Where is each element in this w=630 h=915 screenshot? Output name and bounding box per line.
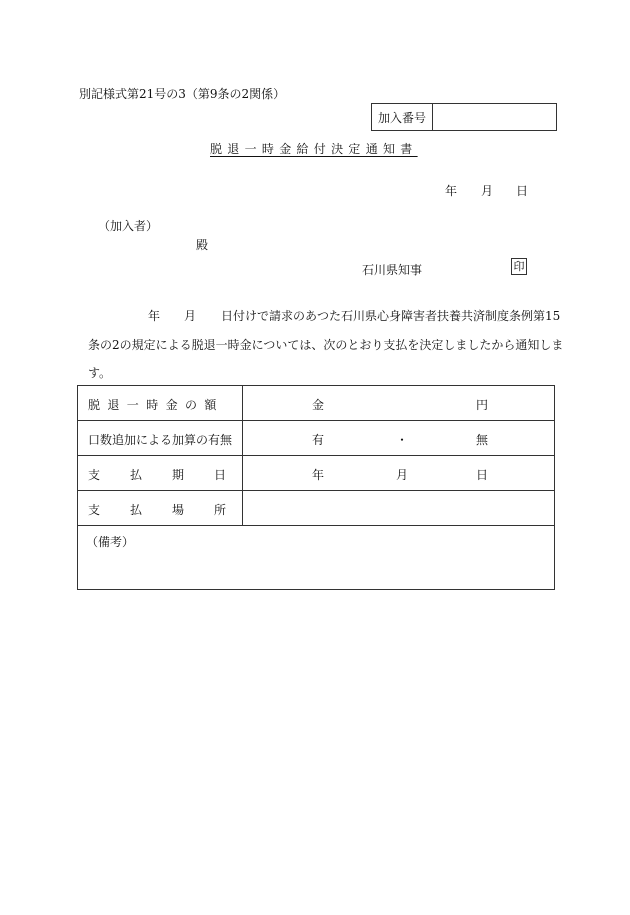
bonus-label-cell	[78, 421, 243, 455]
issuer-name: 石川県知事	[362, 263, 423, 277]
pay-place-label-cell	[78, 491, 257, 525]
date-day: 日	[516, 184, 529, 198]
pay-date-day: 日	[476, 468, 489, 482]
bonus-label: 口数追加による加算の有無	[88, 433, 233, 447]
date-month: 月	[481, 184, 494, 198]
body-year: 年	[148, 309, 161, 323]
enrollment-number-label: 加入番号	[372, 104, 433, 130]
amount-suffix: 円	[476, 398, 489, 412]
bonus-row	[78, 421, 554, 456]
pay-date-year: 年	[312, 468, 325, 482]
body-month: 月	[184, 309, 197, 323]
amount-label-cell	[78, 386, 243, 420]
pay-date-month: 月	[396, 468, 409, 482]
amount-row	[78, 386, 554, 421]
body-line-2: 条の2の規定による脱退一時金については、次のとおり支払を決定しましたから通知しま	[88, 338, 564, 352]
date-year: 年	[445, 184, 458, 198]
pay-date-label: 支払期日	[88, 468, 257, 482]
body-line-1: 日付けで請求のあつた石川県心身障害者扶養共済制度条例第15	[221, 309, 561, 323]
honorific: 殿	[196, 238, 209, 252]
bonus-yes: 有	[312, 433, 325, 447]
enrollment-number-field[interactable]	[433, 104, 556, 130]
enrollment-number-box	[371, 103, 557, 131]
pay-date-row	[78, 456, 554, 491]
pay-date-label-cell	[78, 456, 257, 490]
addressee-label: （加入者）	[98, 219, 159, 233]
pay-place-label: 支払場所	[88, 503, 257, 517]
document-title: 脱退一時金給付決定通知書	[210, 142, 418, 156]
body-line-3: す。	[88, 366, 112, 380]
remarks-label: （備考）	[86, 535, 135, 549]
bonus-no: 無	[476, 433, 489, 447]
pay-place-row	[78, 491, 554, 526]
bonus-separator: ・	[396, 433, 409, 447]
seal-mark: 印	[511, 258, 527, 275]
amount-prefix: 金	[312, 398, 325, 412]
form-reference: 別記様式第21号の3（第9条の2関係）	[79, 87, 286, 101]
amount-label: 脱退一時金の額	[88, 398, 224, 412]
detail-table	[77, 385, 555, 590]
